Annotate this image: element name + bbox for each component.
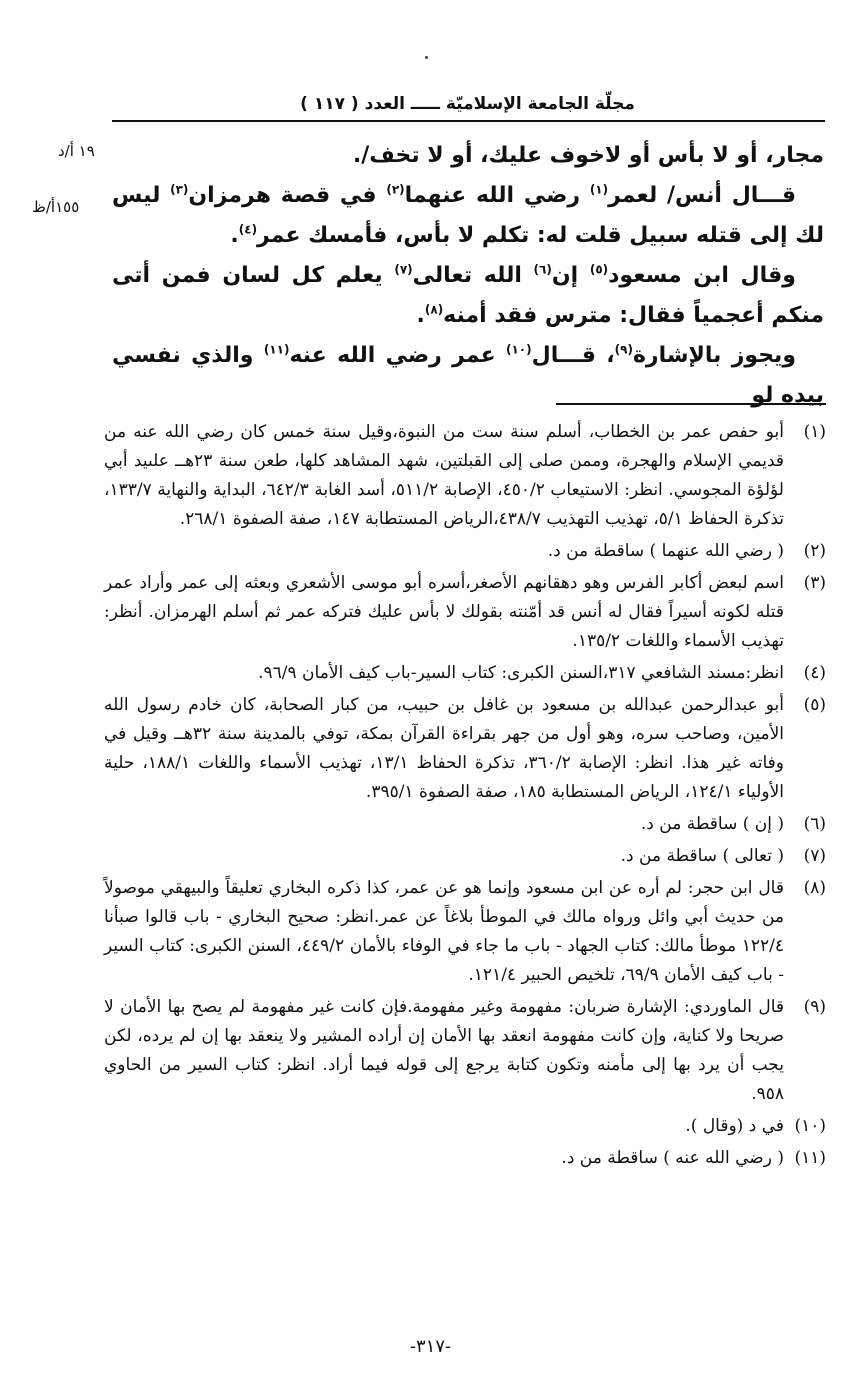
text-run: إن (551, 263, 590, 288)
footnote-ref-1: (١) (589, 182, 609, 197)
footnote-ref-9: (٩) (614, 342, 633, 357)
footnote-text: اسم لبعض أكابر الفرس وهو دهقانهم الأصغر،أسره أبو موسى الأشعري وبعثه إلى عمر وأراد عمر قتله لكونه أسيراً فقال له أنس قد أمّنته بقولك لا بأس عليك فتركه عمر ثم أسلم الهرمزان. أنظر: تهذيب الأسماء واللغات ١٣٥/٢. (104, 573, 784, 651)
footnote-text: قال الماوردي: الإشارة ضربان: مفهومة وغير مفهومة.فإن كانت غير مفهومة لم يصح بها الأمان لا صريحا ولا كناية، وإن كانت مفهومة انعقد بها الأمان إن أراده المشير ولا ينعقد بها إن لم يرده، لكن يجب أن يرد بها إلى مأمنه وتكون كتابة يرجع إلى قوله فيما أراد. انظر: كتاب السير من الحاوي ٩٥٨. (104, 997, 784, 1104)
footnote-ref-3: (٣) (170, 182, 189, 197)
text-run: ليس لك إلى قتله سبيل قلت له: تكلم لا بأس، فأمسك عمر (112, 183, 824, 248)
footnote-number: (٧) (803, 846, 826, 866)
footnote-ref-8: (٨) (424, 302, 444, 317)
main-paragraph-3 (112, 256, 824, 336)
footnote-text: أبو عبدالرحمن عبدالله بن مسعود بن غافل بن حبيب، من كبار الصحابة، كان خادم رسول الله الأمين، وصاحب سره، وهو أول من جهر بقراءة القرآن بمكة، توفي بالمدينة سنة ٣٢هــ وقيل في وفاته غير هذا. انظر: الإصابة ٣٦٠/٢، تذكرة الحفاظ ١٣/١، تهذيب الأسماء واللغات ١٨٨/١، حلية الأولياء ١٢٤/١، الرياض المستطابة ١٨٥، صفة الصفوة ٣٩٥/١. (104, 695, 784, 802)
footnote-11 (104, 1144, 826, 1173)
footnote-6 (104, 810, 826, 839)
footnote-number: (٥) (803, 695, 826, 715)
footnote-text: قال ابن حجر: لم أره عن ابن مسعود وإنما هو عن عمر، كذا ذكره البخاري تعليقاً والبيهقي موصولاً من حديث أبي وائل ورواه مالك في الموطأ بلاغاً عن عمر.انظر: صحيح البخاري - باب قالوا صبأنا ١٢٢/٤ موطأ مالك: كتاب الجهاد - باب ما جاء في الوفاء بالأمان ٤٤٩/٢، السنن الكبرى: كتاب السير - باب كيف الأمان ٦٩/٩، تلخيص الحبير ١٢١/٤. (104, 878, 784, 985)
main-paragraph-2 (112, 176, 824, 256)
footnote-3 (104, 569, 826, 656)
footnote-number: (١) (803, 422, 826, 442)
text-run: والذي نفسي بيده لو (112, 343, 824, 408)
footnote-text: في د (وقال ). (685, 1116, 784, 1136)
text-run: الله تعالى (412, 263, 534, 288)
footnote-9 (104, 993, 826, 1109)
footnote-ref-10: (١٠) (505, 342, 532, 357)
text-run: . (416, 303, 425, 328)
footnote-text: ( رضي الله عنه ) ساقطة من د. (561, 1148, 784, 1168)
footnote-8 (104, 874, 826, 990)
footnote-text: ( رضي الله عنهما ) ساقطة من د. (547, 541, 784, 561)
text-run: يعلم كل لسان فمن أتى منكم أعجمياً فقال: مترس فقد أمنه (112, 263, 824, 328)
footnote-ref-4: (٤) (238, 222, 258, 237)
running-header: مجلّة الجامعة الإسلاميّة ـــــ العدد ( ١١٧ ) (300, 94, 635, 114)
header-divider (112, 120, 825, 122)
text-run: رضي الله عنهما (404, 183, 590, 208)
footnote-ref-5: (٥) (589, 262, 609, 277)
footnote-5 (104, 691, 826, 807)
footnote-4 (104, 659, 826, 688)
footnote-divider (556, 403, 826, 405)
footnote-text: أبو حفص عمر بن الخطاب، أسلم سنة ست من النبوة،وقيل سنة خمس كان رضي الله عنه من قديمي الإسلام والهجرة، وممن صلى إلى القبلتين، شهد المشاهد كلها، طعن سنة ٢٣هــ علىيد أبي لؤلؤة المجوسي. انظر: الاستيعاب ٤٥٠/٢، الإصابة ٥١١/٢، أسد الغابة ٦٤٢/٣، البداية والنهاية ١٣٣/٧، تذكرة الحفاظ ٥/١، تهذيب التهذيب ٤٣٨/٧،الرياض المستطابة ١٤٧، صفة الصفوة ٢٦٨/١. (104, 422, 785, 529)
footnote-text: ( إن ) ساقطة من د. (640, 814, 784, 834)
footnote-number: (١٠) (794, 1116, 826, 1136)
main-line-1: مجار، أو لا بأس أو لاخوف عليك، أو لا تخف/. (352, 143, 824, 168)
footnote-text: ( تعالى ) ساقطة من د. (620, 846, 784, 866)
footnote-number: (٩) (803, 997, 826, 1017)
footnote-2 (104, 537, 826, 566)
text-run: وقال ابن مسعود (608, 263, 796, 288)
text-run: ، قـــال (531, 343, 615, 368)
footnote-text: انظر:مسند الشافعي ٣١٧،السنن الكبرى: كتاب السير-باب كيف الأمان ٩٦/٩. (258, 663, 784, 683)
footnote-number: (٦) (803, 814, 826, 834)
footnote-number: (٣) (803, 573, 826, 593)
footnote-ref-6: (٦) (533, 262, 552, 277)
text-run: . (230, 223, 239, 248)
page-number: -٣١٧- (409, 1336, 452, 1357)
margin-note-2: ١٥٥أ/ظ (32, 198, 80, 216)
footnote-ref-2: (٢) (386, 182, 405, 197)
text-run: ويجوز بالإشارة (632, 343, 796, 368)
footnote-number: (٤) (803, 663, 826, 683)
main-text (112, 136, 824, 416)
text-run: عمر رضي الله عنه (289, 343, 506, 368)
scan-dot (425, 56, 428, 59)
footnote-7 (104, 842, 826, 871)
footnote-number: (٢) (803, 541, 826, 561)
text-run: في قصة هرمزان (188, 183, 387, 208)
footnotes (104, 418, 826, 1176)
text-run: قـــال أنس/ لعمر (608, 183, 797, 208)
footnote-10 (104, 1112, 826, 1141)
footnote-number: (١١) (794, 1148, 826, 1168)
margin-note-1: ١٩ أ/د (58, 142, 95, 160)
footnote-ref-7: (٧) (394, 262, 413, 277)
footnote-number: (٨) (803, 878, 826, 898)
footnote-1 (104, 418, 826, 534)
footnote-ref-11: (١١) (263, 342, 290, 357)
